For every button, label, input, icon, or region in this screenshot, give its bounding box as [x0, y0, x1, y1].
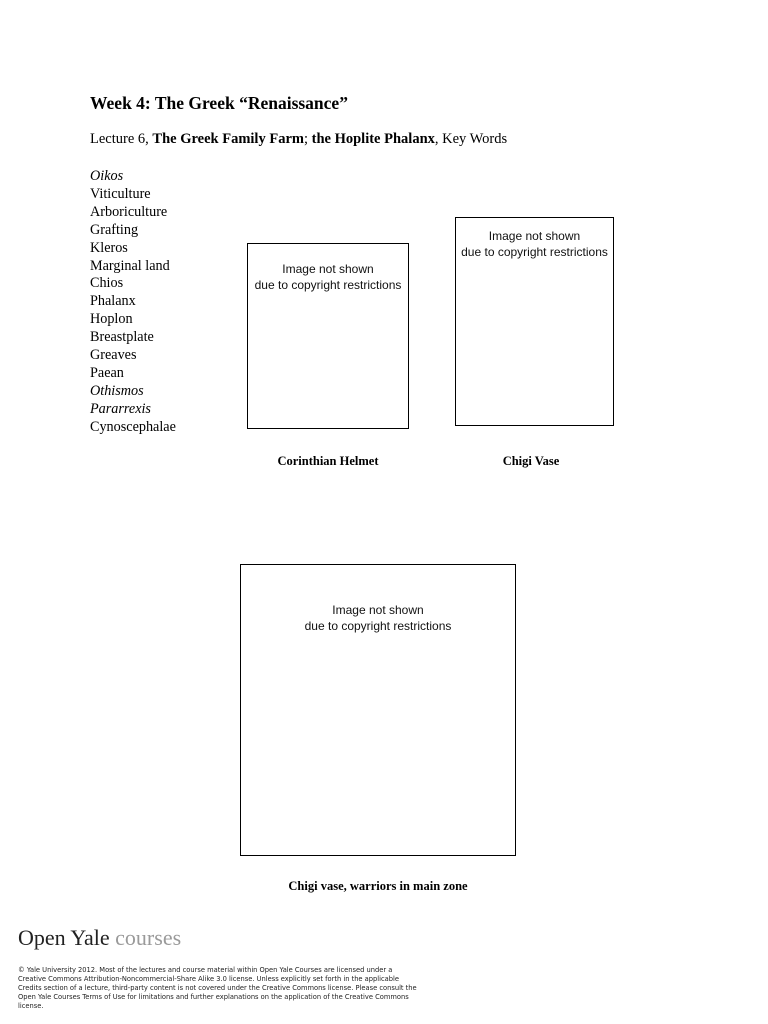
keyword-item: Pararrexis — [90, 400, 151, 417]
lecture-subtitle — [90, 131, 507, 148]
chigi-vase-caption: Chigi Vase — [502, 454, 560, 468]
keyword-item: Breastplate — [90, 329, 154, 346]
copyright-notice — [248, 262, 408, 293]
chigi-vase-image-placeholder — [455, 217, 614, 426]
lecture-topic-family-farm: The Greek Family Farm — [152, 131, 304, 147]
logo-main-text: Open Yale — [18, 925, 110, 950]
copyright-notice-line1: Image not shown — [332, 603, 424, 617]
corinthian-helmet-image-placeholder — [247, 243, 409, 429]
copyright-notice-line2: due to copyright restrictions — [254, 277, 402, 292]
keyword-item: Chios — [90, 275, 124, 292]
keyword-item: Phalanx — [90, 293, 136, 310]
lecture-prefix: Lecture 6, — [90, 131, 153, 147]
copyright-notice-line2: due to copyright restrictions — [304, 618, 452, 633]
lecture-suffix: , Key Words — [434, 131, 508, 147]
keyword-item: Hoplon — [90, 311, 133, 328]
copyright-notice-line2: due to copyright restrictions — [461, 244, 608, 259]
logo-courses-text: courses — [115, 925, 182, 950]
key-words-list — [90, 168, 176, 437]
lecture-separator: ; — [303, 131, 312, 147]
keyword-item: Grafting — [90, 221, 139, 238]
keyword-item: Arboriculture — [90, 203, 168, 220]
copyright-notice — [456, 229, 613, 260]
copyright-notice — [241, 603, 515, 634]
keyword-item: Kleros — [90, 239, 128, 256]
page-title: Week 4: The Greek “Renaissance” — [90, 93, 348, 113]
corinthian-helmet-caption: Corinthian Helmet — [277, 454, 379, 468]
keyword-item: Oikos — [90, 168, 124, 184]
keyword-item: Paean — [90, 364, 124, 381]
license-notice: © Yale University 2012. Most of the lectures and course material within Open Yale Courses are licensed under a Creative Commons Attribution-Noncommercial-Share Alike 3.0 license. Unless explicitly set forth in the applicable Credits section of a lecture, third-party content is not covered under the Creative Commons license. Please consult the Open Yale Courses Terms of Use for limitations and further explanations on the application of the Creative Commons license. — [18, 966, 417, 1010]
copyright-notice-line1: Image not shown — [488, 229, 581, 243]
keyword-item: Greaves — [90, 347, 137, 364]
copyright-notice-line1: Image not shown — [282, 262, 374, 276]
open-yale-courses-logo — [18, 925, 181, 951]
keyword-item: Cynoscephalae — [90, 418, 176, 435]
keyword-item: Viticulture — [90, 185, 151, 202]
keyword-item: Marginal land — [90, 257, 170, 274]
lecture-topic-hoplite-phalanx: the Hoplite Phalanx — [311, 131, 435, 147]
chigi-vase-warriors-image-placeholder — [240, 564, 516, 856]
chigi-vase-warriors-caption: Chigi vase, warriors in main zone — [288, 879, 468, 893]
keyword-item: Othismos — [90, 382, 144, 399]
